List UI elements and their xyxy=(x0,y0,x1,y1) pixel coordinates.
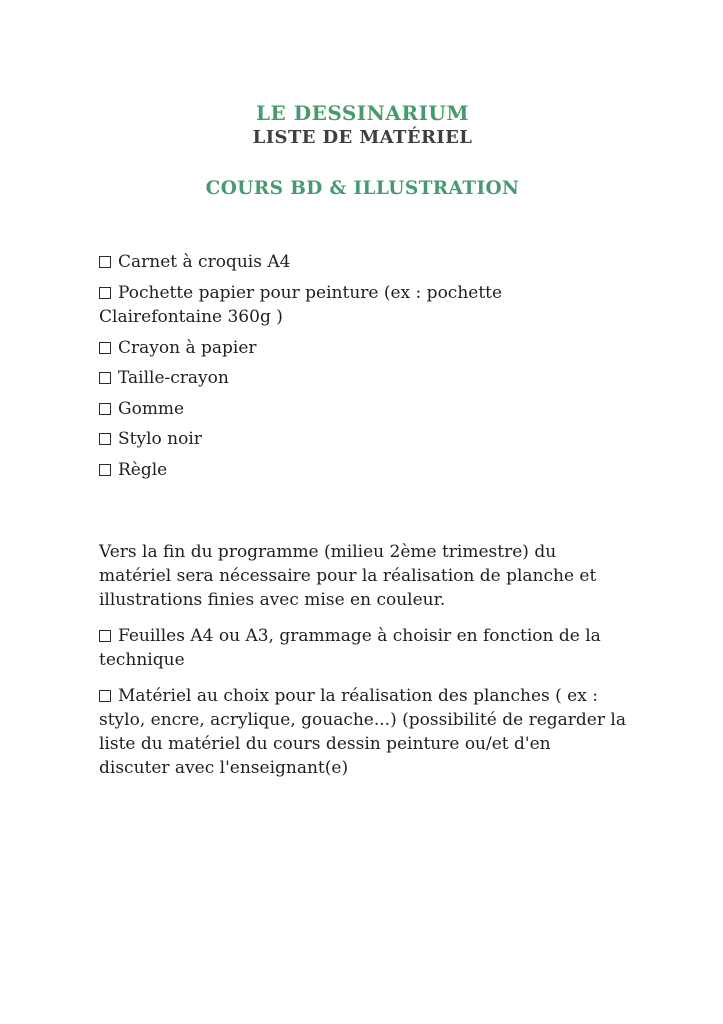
additional-materials-list xyxy=(99,624,626,780)
list-item-label: Carnet à croquis A4 xyxy=(118,252,291,273)
list-item-label: Matériel au choix pour la réalisation des planches ( ex : stylo, encre, acrylique, gouache...) (possibilité de regarder la liste du matériel du cours dessin peinture ou/et d'en discuter avec l'enseignant(e) xyxy=(99,686,626,779)
course-title: COURS BD & ILLUSTRATION xyxy=(205,178,520,200)
list-item xyxy=(99,397,626,422)
list-item xyxy=(99,281,626,330)
list-item xyxy=(99,684,626,780)
list-item-label: Taille-crayon xyxy=(118,368,229,389)
list-item-label: Feuilles A4 ou A3, grammage à choisir en fonction de la technique xyxy=(99,626,601,671)
list-item-label: Gomme xyxy=(118,398,185,419)
document-subtitle: LISTE DE MATÉRIEL xyxy=(252,127,473,148)
list-item xyxy=(99,624,626,672)
checkbox-icon xyxy=(99,256,111,268)
checkbox-icon xyxy=(99,287,111,299)
checkbox-icon xyxy=(99,630,111,642)
materials-list xyxy=(99,250,626,482)
list-item-label: Pochette papier pour peinture (ex : pochette Clairefontaine 360g ) xyxy=(99,282,503,328)
list-item xyxy=(99,366,626,391)
checkbox-icon xyxy=(99,342,111,354)
checkbox-icon xyxy=(99,372,111,384)
checkbox-icon xyxy=(99,433,111,445)
document-header xyxy=(99,100,626,201)
checkbox-icon xyxy=(99,464,111,476)
note-paragraph: Vers la fin du programme (milieu 2ème trimestre) du matériel sera nécessaire pour la réalisation de planche et illustrations finies avec mise en couleur. xyxy=(99,542,597,611)
list-item-label: Crayon à papier xyxy=(118,337,257,358)
list-item-label: Règle xyxy=(118,459,168,480)
list-item xyxy=(99,427,626,452)
checkbox-icon xyxy=(99,403,111,415)
document-title: LE DESSINARIUM xyxy=(255,101,469,125)
checkbox-icon xyxy=(99,690,111,702)
list-item xyxy=(99,250,626,275)
list-item xyxy=(99,458,626,483)
list-item-label: Stylo noir xyxy=(118,429,202,450)
list-item xyxy=(99,336,626,361)
